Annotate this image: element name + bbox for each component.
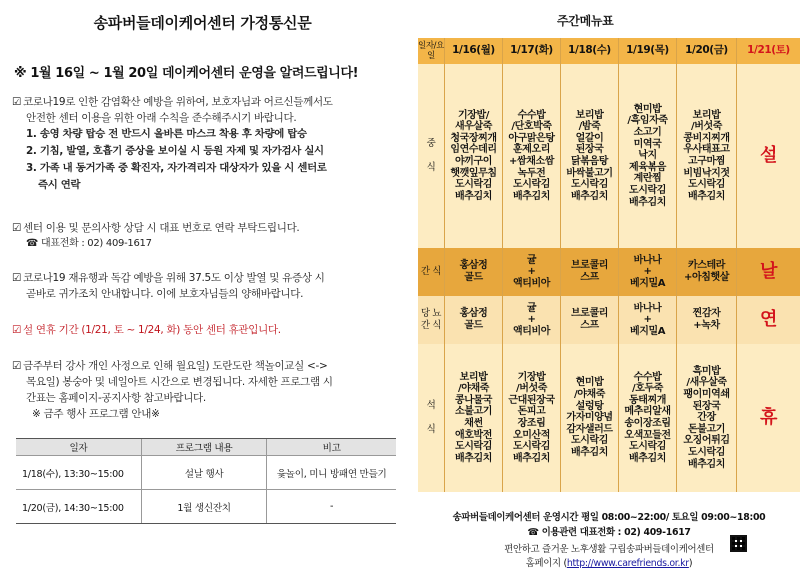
holiday-char: 날 xyxy=(760,261,777,283)
notice-text: 설 연휴 기간 (1/21, 토 ~ 1/24, 화) 동안 센터 휴관입니다. xyxy=(23,324,281,336)
notice-text: 코로나19 재유행과 독감 예방을 위해 37.5도 이상 발열 및 유증상 시 xyxy=(23,272,325,284)
row-label: 중 식 xyxy=(418,64,445,248)
menu-cell: 바나나 + 베지밀A xyxy=(619,296,677,344)
table-cell: 1/20(금), 14:30~15:00 xyxy=(16,490,141,524)
checkbox-icon: ☑ xyxy=(12,96,22,108)
notice-text: 목요일) 봉숭아 및 네일아트 시간으로 변경됩니다. 자세한 프로그램 시 xyxy=(26,376,333,388)
day-header: 1/16(월) xyxy=(445,38,503,64)
qr-code-icon xyxy=(730,535,747,552)
event-schedule-table xyxy=(16,438,396,524)
homepage-link[interactable]: http://www.carefriends.or.kr xyxy=(566,558,689,569)
menu-cell: 기장밥 /버섯죽 근대된장국 돈피고 장조림 오미산적 도시락김 배추김치 xyxy=(503,344,561,492)
holiday-char: 휴 xyxy=(760,407,777,429)
rule-item: 2. 기침, 발열, 호흡기 증상을 보이실 시 등원 자제 및 자가검사 실시 xyxy=(26,145,324,157)
homepage-label: 홈페이지 ( xyxy=(525,558,567,569)
holiday-char: 연 xyxy=(760,309,777,331)
checkbox-icon: ☑ xyxy=(12,272,22,284)
menu-cell: 현미밥 /흑임자죽 소고기 미역국 낙지 제육볶음 계란찜 도시락김 배추김치 xyxy=(619,64,677,248)
column-header: 일자 xyxy=(16,439,141,456)
center-slogan: 편안하고 즐거운 노후생활 구립송파버들데이케어센터 xyxy=(504,544,714,555)
notice-program-change xyxy=(12,358,392,422)
newsletter-subtitle: ※ 1월 16일 ~ 1월 20일 데이케어센터 운영을 알려드립니다! xyxy=(14,66,359,81)
notice-contact xyxy=(12,220,392,252)
holiday-char: 설 xyxy=(760,145,777,167)
menu-row-lunch xyxy=(418,64,800,248)
menu-cell: 수수밥 /호두죽 동태찌개 메추리알새 송이장조림 오색꼬들전 도시락김 배추김치 xyxy=(619,344,677,492)
table-cell: 윷놀이, 미니 방패연 만들기 xyxy=(267,456,396,490)
menu-cell: 브로콜리 스프 xyxy=(561,248,619,296)
table-cell: - xyxy=(267,490,396,524)
row-label: 석 식 xyxy=(418,344,445,492)
notice-text: 금주부터 강사 개인 사정으로 인해 월요일) 도란도란 책놀이교실 <-> xyxy=(23,360,328,372)
notice-text: 곧바로 귀가조치 안내합니다. 이에 보호자님들의 양해바랍니다. xyxy=(26,288,304,300)
table-cell: 1/18(수), 13:30~15:00 xyxy=(16,456,141,490)
menu-cell: 찐감자 +녹차 xyxy=(677,296,737,344)
table-row xyxy=(16,490,396,524)
row-label: 간 식 xyxy=(418,248,445,296)
program-guide-heading: ※ 금주 행사 프로그램 안내※ xyxy=(32,408,160,420)
day-header-saturday: 1/21(토) xyxy=(747,44,790,57)
menu-cell: 수수밥 /단호박죽 아구맑은탕 훈제오리 +쌈채소쌈 녹두전 도시락김 배추김치 xyxy=(503,64,561,248)
menu-cell: 바나나 + 베지밀A xyxy=(619,248,677,296)
notice-text: 코로나19로 인한 감염확산 예방을 위하여, 보호자님과 어르신들께서도 xyxy=(23,96,333,108)
notice-text: 센터 이용 및 문의사항 상담 시 대표 번호로 연락 부탁드립니다. xyxy=(23,222,300,234)
column-header: 프로그램 내용 xyxy=(141,439,266,456)
operating-hours: 송파버들데이케어센터 운영시간 평일 08:00~22:00/ 토요일 09:00~18:00 xyxy=(452,512,766,523)
notice-text: 안전한 센터 이용을 위한 아래 수칙을 준수해주시기 바랍니다. xyxy=(26,112,297,124)
menu-cell: 브로콜리 스프 xyxy=(561,296,619,344)
phone-number: ☎ 대표전화 : 02) 409-1617 xyxy=(26,238,152,249)
newsletter-title: 송파버들데이케어센터 가정통신문 xyxy=(93,14,312,32)
homepage-end: ) xyxy=(688,558,693,569)
notice-fever xyxy=(12,270,392,302)
notice-holiday xyxy=(12,322,392,338)
corner-cell: 일자/요일 xyxy=(418,38,445,64)
menu-cell: 보리밥 /버섯죽 콩비지찌개 우사태표고 고구마찜 비빔낙지젓 도시락김 배추김치 xyxy=(677,64,737,248)
rule-item: 즉시 연락 xyxy=(38,179,81,191)
menu-row-snack xyxy=(418,248,800,296)
menu-cell: 현미밥 /야채죽 설렁탕 가자미양념 감자샐러드 도시락김 배추김치 xyxy=(561,344,619,492)
notice-covid-rules xyxy=(12,94,392,194)
day-header: 1/18(수) xyxy=(561,38,619,64)
menu-cell: 홍삼정 골드 xyxy=(445,296,503,344)
row-label: 당 뇨 간 식 xyxy=(418,296,445,344)
menu-cell: 귤 + 액티비아 xyxy=(503,296,561,344)
column-header: 비고 xyxy=(267,439,396,456)
rule-item: 1. 송영 차량 탑승 전 반드시 올바른 마스크 착용 후 차량에 탑승 xyxy=(26,128,307,140)
menu-header-row xyxy=(418,38,800,64)
weekly-menu-table xyxy=(418,38,800,492)
menu-cell: 흑미밥 /새우살죽 팽이미역쇄 된장국 간장 돈불고기 오징어튀김 도시락김 배추김치 xyxy=(677,344,737,492)
day-header: 1/20(금) xyxy=(677,38,737,64)
homepage-line xyxy=(418,555,800,569)
menu-cell: 보리밥 /밤죽 얼갈이 된장국 닭볶음탕 바싹불고기 도시락김 배추김치 xyxy=(561,64,619,248)
menu-cell: 카스테라 +아침햇살 xyxy=(677,248,737,296)
checkbox-icon: ☑ xyxy=(12,324,22,336)
menu-cell: 귤 + 액티비아 xyxy=(503,248,561,296)
day-header: 1/17(화) xyxy=(503,38,561,64)
menu-row-diabetic-snack xyxy=(418,296,800,344)
menu-row-dinner xyxy=(418,344,800,492)
table-cell: 설날 행사 xyxy=(141,456,266,490)
contact-phone: ☎ 이용관련 대표전화 : 02) 409-1617 xyxy=(527,527,691,538)
menu-cell: 기장밥/ 새우살죽 청국장찌개 임연수데리 야끼구이 햇깻잎무침 도시락김 배추김치 xyxy=(445,64,503,248)
table-header-row xyxy=(16,439,396,456)
table-cell: 1월 생신잔치 xyxy=(141,490,266,524)
table-row xyxy=(16,456,396,490)
notice-text: 간표는 홈페이지-공지사항 참고바랍니다. xyxy=(26,392,206,404)
menu-cell: 보리밥 /야채죽 콩나물국 소불고기 채썬 애호박전 도시락김 배추김치 xyxy=(445,344,503,492)
rule-item: 3. 가족 내 동거가족 중 확진자, 자가격리자 대상자가 있을 시 센터로 xyxy=(26,162,327,174)
menu-title: 주간메뉴표 xyxy=(557,14,614,28)
menu-cell: 홍삼정 골드 xyxy=(445,248,503,296)
day-header: 1/19(목) xyxy=(619,38,677,64)
checkbox-icon: ☑ xyxy=(12,360,22,372)
checkbox-icon: ☑ xyxy=(12,222,22,234)
